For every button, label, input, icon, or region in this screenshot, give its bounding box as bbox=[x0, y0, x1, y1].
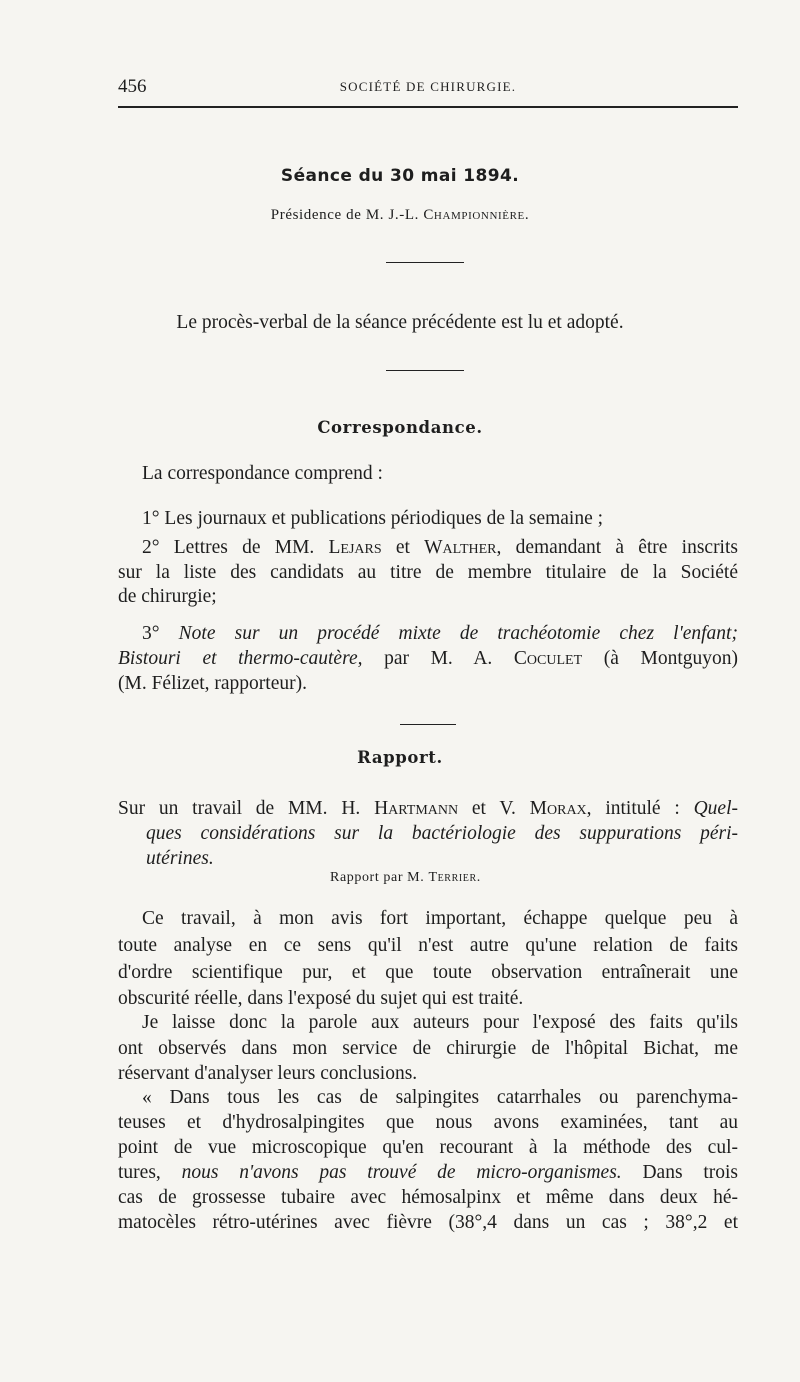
rapport-title-line-1 bbox=[118, 796, 738, 822]
text-run: Sur un travail de MM. H. bbox=[118, 798, 375, 819]
presidency-suffix: . bbox=[524, 207, 530, 223]
text-run: tures, bbox=[118, 1162, 182, 1183]
running-head: SOCIÉTÉ DE CHIRURGIE. bbox=[339, 79, 517, 94]
correspondance-item-3-line-3: (M. Félizet, rapporteur). bbox=[118, 673, 307, 694]
page-number: 456 bbox=[118, 76, 147, 97]
text-run: et bbox=[381, 537, 425, 558]
session-title: Séance du 30 mai 1894. bbox=[280, 166, 520, 186]
author-name: Terrier bbox=[428, 870, 477, 885]
correspondance-item-2-line-1 bbox=[142, 535, 738, 561]
correspondance-item-3-line-2 bbox=[118, 646, 738, 672]
paragraph-line: toute analyse en ce sens qu'il n'est autre qu'une relation de faits bbox=[118, 935, 738, 956]
paragraph-line bbox=[118, 1160, 738, 1186]
paragraph-line: matocèles rétro-utérines avec fièvre (38°,4 dans un cas ; 38°,2 et bbox=[118, 1212, 738, 1233]
separator-rule bbox=[400, 724, 456, 725]
minutes-line: Le procès-verbal de la séance précédente est lu et adopté. bbox=[176, 312, 624, 333]
author-name: Walther bbox=[424, 537, 497, 558]
paragraph-line: Je laisse donc la parole aux auteurs pour l'exposé des faits qu'ils bbox=[142, 1012, 738, 1033]
author-name: Hartmann bbox=[374, 798, 459, 819]
correspondance-heading: Correspondance. bbox=[317, 418, 483, 437]
separator-rule bbox=[386, 262, 464, 263]
text-run: , demandant à être inscrits bbox=[496, 537, 738, 558]
separator-rule bbox=[386, 370, 464, 371]
paragraph-line: d'ordre scientifique pur, et que toute observation entraînerait une bbox=[118, 962, 738, 983]
rapport-title-line-3 bbox=[146, 846, 738, 872]
page-header bbox=[118, 76, 738, 100]
header-rule bbox=[118, 106, 738, 108]
correspondance-item-2-line-3: de chirurgie; bbox=[118, 586, 217, 607]
note-title: Bistouri et thermo-cautère, bbox=[118, 648, 363, 669]
text-run: , intitulé : bbox=[586, 798, 694, 819]
rapport-title-line-2 bbox=[146, 821, 738, 847]
note-title: Note sur un procédé mixte de trachéotomie chez l'enfant; bbox=[178, 623, 738, 644]
text-run: Dans trois bbox=[621, 1162, 739, 1183]
author-name: Lejars bbox=[328, 537, 382, 558]
paragraph-line: « Dans tous les cas de salpingites catarrhales ou parenchyma- bbox=[142, 1087, 738, 1108]
paragraph-line: point de vue microscopique qu'en recourant à la méthode des cul- bbox=[118, 1137, 738, 1158]
text-run: par M. A. bbox=[362, 648, 514, 669]
text-run: . bbox=[476, 870, 481, 885]
text-run: 2° Lettres de MM. bbox=[142, 537, 329, 558]
paragraph-line: réservant d'analyser leurs conclusions. bbox=[118, 1063, 418, 1084]
paragraph-line: ont observés dans mon service de chirurgie de l'hôpital Bichat, me bbox=[118, 1038, 738, 1059]
paragraph-line: obscurité réelle, dans l'exposé du sujet qui est traité. bbox=[118, 988, 524, 1009]
correspondance-item-1: 1° Les journaux et publications périodiques de la semaine ; bbox=[142, 508, 604, 529]
presidency-line bbox=[0, 207, 800, 224]
work-title: Quel- bbox=[693, 798, 738, 819]
text-run: et V. bbox=[458, 798, 530, 819]
correspondance-intro: La correspondance comprend : bbox=[142, 463, 383, 484]
text-run: 3° bbox=[142, 623, 179, 644]
author-name: Morax bbox=[529, 798, 587, 819]
emphasis: nous n'avons pas trouvé de micro-organismes. bbox=[181, 1162, 622, 1183]
paragraph-line: teuses et d'hydrosalpingites que nous avons examinées, tant au bbox=[118, 1112, 738, 1133]
correspondance-item-2-line-2: sur la liste des candidats au titre de membre titulaire de la Société bbox=[118, 562, 738, 583]
presidency-name: Championnière bbox=[423, 207, 525, 223]
author-name: Coculet bbox=[513, 648, 583, 669]
work-title: utérines. bbox=[146, 848, 214, 869]
correspondance-item-3-line-1 bbox=[142, 621, 738, 647]
rapport-by-line bbox=[330, 870, 481, 886]
presidency-prefix: Présidence de M. J.-L. bbox=[270, 207, 424, 223]
work-title: ques considérations sur la bactériologie des suppurations péri- bbox=[146, 823, 738, 844]
text-run: (à Montguyon) bbox=[582, 648, 738, 669]
paragraph-line: cas de grossesse tubaire avec hémosalpinx et même dans deux hé- bbox=[118, 1187, 738, 1208]
rapport-heading: Rapport. bbox=[357, 748, 443, 767]
paragraph-line: Ce travail, à mon avis fort important, échappe quelque peu à bbox=[142, 908, 738, 929]
text-run: Rapport par M. bbox=[330, 870, 429, 885]
